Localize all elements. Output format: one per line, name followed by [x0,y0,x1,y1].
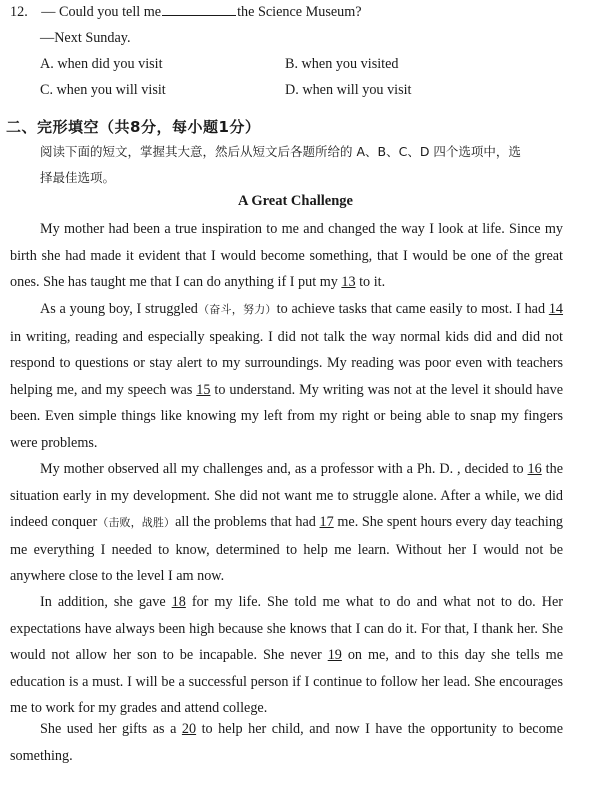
option-a: A. when did you visit [40,56,163,72]
paragraph-2-text-a: As a young boy, I struggled [40,301,198,317]
option-c: C. when you will visit [40,82,166,98]
option-d: D. when will you visit [285,82,412,98]
instruction-line-2: 择最佳选项。 [40,170,116,185]
paragraph-3 [10,456,563,590]
option-b: B. when you visited [285,56,399,72]
question-12-stem [10,3,362,21]
blank-13: 13 [341,274,356,291]
paragraph-5 [10,716,563,769]
paragraph-5-text-a: She used her gifts as a [40,721,182,737]
question-stem-after: the Science Museum? [237,4,362,20]
paragraph-4-text-a: In addition, she gave [40,594,172,610]
paragraph-4-text-b: for my life. She told me what to do and what not to do. Her expectations have always been high because she knows that I can do it. For that, I thank her. She would not allow her son to be incapable. She never [10,594,564,664]
chinese-gloss-struggle: （奋斗，努力） [197,303,277,316]
question-stem-before: — Could you tell me [41,4,162,20]
paragraph-2-text-c: in writing, reading and especially speaking. I did not talk the way normal kids did and did not respond to questions or stay alert to my surroundings. My reading was poor even with teachers helping me, and my speech was [10,328,563,398]
paragraph-3-text-c: all the problems that had [175,514,320,531]
blank-15: 15 [196,381,211,398]
paragraph-3-text-a: My mother observed all my challenges and, as a professor with a Ph. D. , decided to [40,461,528,477]
paragraph-2-text-d: to understand. My writing was not at the level it should have been. Even simple things like knowing my left from my right or being able to snap my fingers were problems. [10,381,563,451]
paragraph-3-text-d: me. She spent hours every day teaching me everything I needed to know, determined to help me learn. Without her I would not be anywhere close to the level I am now. [10,514,564,585]
passage-title: A Great Challenge [238,193,353,209]
paragraph-1-text-b: to it. [355,274,386,291]
section-heading: 二、完形填空（共8分，每小题1分） [6,118,261,136]
blank-20: 20 [181,721,197,737]
blank-16: 16 [527,461,542,477]
answer-blank [162,3,236,16]
blank-14: 14 [548,301,564,317]
paragraph-2-text-b: to achieve tasks that came easily to most. I had [276,301,549,317]
paragraph-4-text-c: on me, and to this day she tells me education is a must. I will be a successful person if I continue to follow her lead. She encourages me to work for my grades and attend college. [10,647,563,717]
paragraph-1-text-a: My mother had been a true inspiration to me and changed the way I look at life. Since my birth she had made it evident that I would become something, that I would be one of the great ones. She has taught me that I can do anything if I put my [10,221,563,291]
paragraph-2 [10,296,563,457]
paragraph-4 [10,589,563,722]
question-12-answer-line: —Next Sunday. [40,30,131,46]
blank-17: 17 [319,514,334,531]
blank-19: 19 [327,647,342,664]
paragraph-1 [10,216,563,296]
instruction-line-1: 阅读下面的短文，掌握其大意，然后从短文后各题所给的 A、B、C、D 四个选项中，选 [40,144,521,159]
paragraph-3-text-b: the situation early in my development. She did not want me to struggle alone. After a while, we did indeed conquer [10,461,563,531]
chinese-gloss-conquer: （击败，战胜） [97,516,176,530]
paragraph-5-text-b: to help her child, and now I have the opportunity to become something. [10,721,564,764]
blank-18: 18 [171,594,186,610]
question-number: 12. [10,4,28,20]
